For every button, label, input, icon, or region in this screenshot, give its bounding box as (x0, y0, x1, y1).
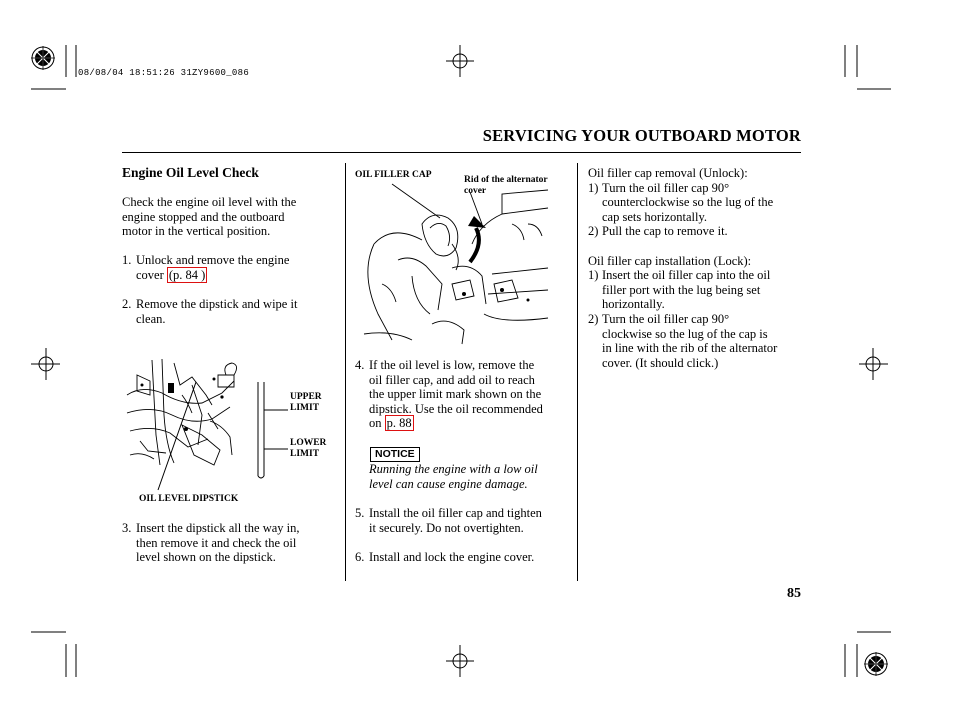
low-oil-warning: Running the engine with a low oil level can cause engine damage. (369, 462, 538, 491)
removal-step-2: 2) Pull the cap to remove it. (588, 224, 728, 239)
dipstick-gauge (248, 382, 288, 482)
removal-step-1: 1) Turn the oil filler cap 90° counterclockwise so the lug of the cap sets horizontally. (588, 180, 774, 224)
page-title: SERVICING YOUR OUTBOARD MOTOR (482, 126, 801, 145)
step-5: 5. Install the oil filler cap and tighten it securely. Do not overtighten. (355, 506, 542, 535)
install-title: Oil filler cap installation (Lock): (588, 253, 752, 268)
intro-paragraph: Check the engine oil level with the engine stopped and the outboard motor in the vertical position. (122, 195, 297, 239)
crosshair-top-icon (446, 45, 474, 77)
page-link-84[interactable]: (p. 84 ) (168, 267, 206, 282)
page-number: 85 (787, 586, 801, 601)
step-1: 1. Unlock and remove the engine cover (p. 84 ) (122, 253, 290, 282)
registration-target-icon (864, 652, 888, 676)
crosshair-right-icon (859, 348, 888, 380)
right-column (588, 166, 803, 370)
step-4: 4. If the oil level is low, remove the oil filler cap, and add oil to reach the upper limit mark shown on the dipstick. Use the oil recommended on p. 88 (355, 358, 543, 431)
header-rule (122, 152, 801, 153)
alternator-rib-label: Rid of the alternator cover (464, 175, 548, 196)
oil-filler-cap-label: OIL FILLER CAP (355, 170, 432, 180)
oil-filler-cap-illustration (352, 184, 552, 344)
notice-badge: NOTICE (370, 444, 420, 462)
lower-limit-label: LOWER LIMIT (290, 438, 327, 459)
crosshair-bottom-icon (446, 645, 474, 677)
registration-target-icon (31, 46, 55, 70)
crop-mark-top-right (845, 45, 891, 89)
install-step-1: 1) Insert the oil filler cap into the oil filler port with the lug being set horizontally. (588, 268, 771, 312)
dipstick-leader-line (150, 380, 210, 500)
crosshair-left-icon (31, 348, 60, 380)
section-heading: Engine Oil Level Check (122, 165, 259, 180)
step-3: 3. Insert the dipstick all the way in, then remove it and check the oil level shown on the dipstick. (122, 521, 300, 565)
crop-mark-bottom-left (31, 632, 76, 677)
print-stamp: 08/08/04 18:51:26 31ZY9600_086 (78, 68, 250, 78)
left-column (122, 165, 332, 326)
oil-level-dipstick-label: OIL LEVEL DIPSTICK (139, 494, 239, 504)
upper-limit-label: UPPER LIMIT (290, 392, 322, 413)
install-step-2: 2) Turn the oil filler cap 90° clockwise so the lug of the cap is in line with the rib of the alternator cover. (It should click.) (588, 311, 778, 370)
page-link-88[interactable]: p. 88 (386, 416, 412, 431)
column-divider-1 (345, 163, 346, 581)
step-2: 2. Remove the dipstick and wipe it clean. (122, 297, 298, 326)
column-divider-2 (577, 163, 578, 581)
removal-title: Oil filler cap removal (Unlock): (588, 166, 748, 180)
step-6: 6. Install and lock the engine cover. (355, 550, 535, 564)
